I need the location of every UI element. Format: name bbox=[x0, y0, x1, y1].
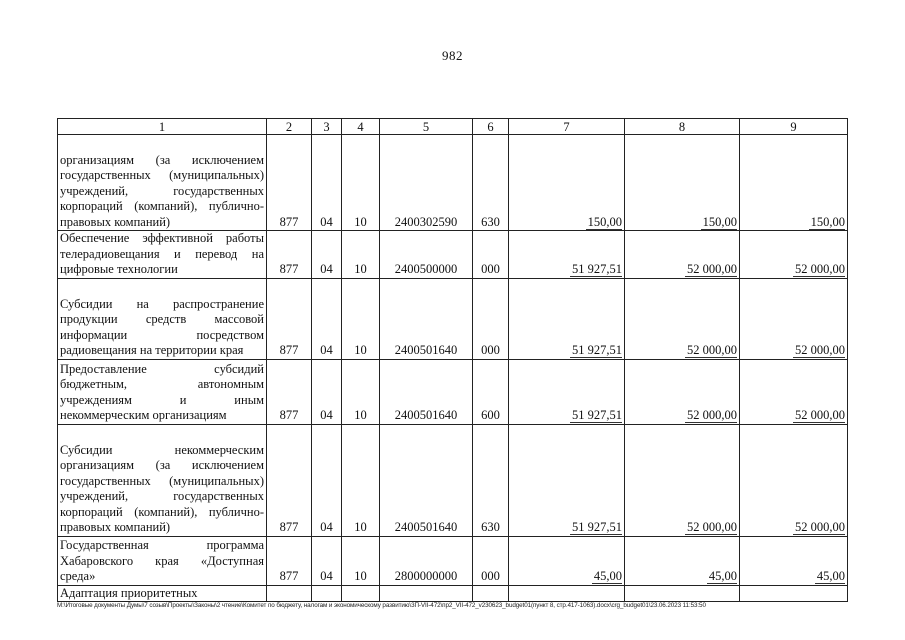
target-article-cell bbox=[380, 585, 473, 602]
target-article-cell: 2400500000 bbox=[380, 231, 473, 279]
column-header: 1 bbox=[58, 119, 267, 135]
target-article-cell: 2400501640 bbox=[380, 424, 473, 536]
row-name-cell: Предоставление субсидий бюджетным, автономным учреждениям и иным некоммерческим организациям bbox=[58, 359, 267, 424]
column-header: 9 bbox=[740, 119, 848, 135]
amount-col7-value: 51 927,51 bbox=[572, 343, 622, 357]
amount-col7-value: 150,00 bbox=[587, 214, 622, 229]
amount-col9-cell bbox=[740, 585, 848, 602]
amount-col9-cell bbox=[740, 231, 848, 279]
column-header: 3 bbox=[312, 119, 342, 135]
amount-col8-value: 52 000,00 bbox=[687, 408, 737, 422]
subsection-cell: 10 bbox=[342, 536, 380, 585]
amount-col7-cell bbox=[509, 135, 625, 231]
target-article-cell: 2400501640 bbox=[380, 359, 473, 424]
amount-col7-value: 51 927,51 bbox=[572, 520, 622, 534]
expense-type-cell: 630 bbox=[473, 424, 509, 536]
amount-col8-value: 52 000,00 bbox=[687, 343, 737, 357]
column-header: 2 bbox=[267, 119, 312, 135]
expense-type-cell: 600 bbox=[473, 359, 509, 424]
amount-col8-cell bbox=[625, 359, 740, 424]
amount-col8-cell bbox=[625, 585, 740, 602]
row-name-cell: Адаптация приоритетных bbox=[58, 585, 267, 602]
ministry-code-cell: 877 bbox=[267, 231, 312, 279]
amount-col7-cell bbox=[509, 536, 625, 585]
table-row bbox=[58, 278, 848, 359]
amount-col8-value: 52 000,00 bbox=[687, 262, 737, 276]
target-article-cell: 2400302590 bbox=[380, 135, 473, 231]
subsection-cell bbox=[342, 585, 380, 602]
subsection-cell: 10 bbox=[342, 231, 380, 279]
amount-col7-cell bbox=[509, 585, 625, 602]
target-article-cell: 2400501640 bbox=[380, 278, 473, 359]
subsection-cell: 10 bbox=[342, 424, 380, 536]
section-cell: 04 bbox=[312, 278, 342, 359]
amount-col7-value: 51 927,51 bbox=[572, 262, 622, 276]
section-cell: 04 bbox=[312, 359, 342, 424]
table-row bbox=[58, 231, 848, 279]
section-cell: 04 bbox=[312, 536, 342, 585]
expense-type-cell: 000 bbox=[473, 278, 509, 359]
page-number: 982 bbox=[442, 48, 463, 63]
table-row bbox=[58, 424, 848, 536]
amount-col8-cell bbox=[625, 135, 740, 231]
amount-col7-cell bbox=[509, 359, 625, 424]
amount-col9-value: 52 000,00 bbox=[795, 520, 845, 534]
ministry-code-cell: 877 bbox=[267, 278, 312, 359]
table-row bbox=[58, 536, 848, 585]
expense-type-cell bbox=[473, 585, 509, 602]
section-cell: 04 bbox=[312, 424, 342, 536]
row-name-cell: Субсидии некоммерческим организациям (за исключением государственных (муниципальных) учреждений, государственных корпораций (компаний), публично-правовых компаний) bbox=[58, 424, 267, 536]
amount-col8-cell bbox=[625, 231, 740, 279]
amount-col8-cell bbox=[625, 536, 740, 585]
expense-type-cell: 000 bbox=[473, 536, 509, 585]
amount-col8-value: 45,00 bbox=[708, 569, 737, 583]
table-row bbox=[58, 135, 848, 231]
table-header-row bbox=[58, 119, 848, 135]
budget-table bbox=[57, 118, 848, 602]
amount-col8-value: 52 000,00 bbox=[687, 520, 737, 534]
ministry-code-cell: 877 bbox=[267, 536, 312, 585]
amount-col8-cell bbox=[625, 278, 740, 359]
column-header: 8 bbox=[625, 119, 740, 135]
ministry-code-cell bbox=[267, 585, 312, 602]
table-row bbox=[58, 359, 848, 424]
amount-col7-cell bbox=[509, 278, 625, 359]
amount-col7-value: 51 927,51 bbox=[572, 408, 622, 422]
amount-col9-value: 52 000,00 bbox=[795, 408, 845, 422]
amount-col7-cell bbox=[509, 424, 625, 536]
row-name-cell: Государственная программа Хабаровского края «Доступная среда» bbox=[58, 536, 267, 585]
amount-col9-cell bbox=[740, 536, 848, 585]
amount-col7-value: 45,00 bbox=[593, 569, 622, 583]
column-header: 6 bbox=[473, 119, 509, 135]
row-name-cell: Обеспечение эффективной работы телерадиовещания и перевод на цифровые технологии bbox=[58, 231, 267, 279]
target-article-cell: 2800000000 bbox=[380, 536, 473, 585]
amount-col9-cell bbox=[740, 359, 848, 424]
amount-col8-cell bbox=[625, 424, 740, 536]
amount-col9-cell bbox=[740, 424, 848, 536]
section-cell: 04 bbox=[312, 231, 342, 279]
amount-col7-cell bbox=[509, 231, 625, 279]
amount-col9-cell bbox=[740, 135, 848, 231]
ministry-code-cell: 877 bbox=[267, 359, 312, 424]
amount-col9-value: 150,00 bbox=[810, 214, 845, 229]
row-name-cell: Субсидии на распространение продукции средств массовой информации посредством радиовещания на территории края bbox=[58, 278, 267, 359]
column-header: 5 bbox=[380, 119, 473, 135]
section-cell: 04 bbox=[312, 135, 342, 231]
expense-type-cell: 000 bbox=[473, 231, 509, 279]
column-header: 4 bbox=[342, 119, 380, 135]
amount-col9-value: 52 000,00 bbox=[795, 343, 845, 357]
ministry-code-cell: 877 bbox=[267, 424, 312, 536]
expense-type-cell: 630 bbox=[473, 135, 509, 231]
amount-col9-value: 45,00 bbox=[816, 569, 845, 583]
document-file-path-footer: M:\Итоговые документы Думы\7 созыв\Проекты\Законы\2 чтение\Комитет по бюджету, налогам и экономическому развитию\3П-VII-472\пр2_VII-472_v230623_budget01(пункт 8, стр.417-1063).docx\crg_budget01\23.06.2023 11:53:50 bbox=[57, 602, 706, 609]
column-header: 7 bbox=[509, 119, 625, 135]
row-name-cell: организациям (за исключением государственных (муниципальных) учреждений, государственных корпораций (компаний), публично-правовых компаний) bbox=[58, 135, 267, 231]
subsection-cell: 10 bbox=[342, 135, 380, 231]
amount-col9-cell bbox=[740, 278, 848, 359]
ministry-code-cell: 877 bbox=[267, 135, 312, 231]
subsection-cell: 10 bbox=[342, 278, 380, 359]
subsection-cell: 10 bbox=[342, 359, 380, 424]
section-cell bbox=[312, 585, 342, 602]
table-row bbox=[58, 585, 848, 602]
amount-col8-value: 150,00 bbox=[702, 214, 737, 229]
amount-col9-value: 52 000,00 bbox=[795, 262, 845, 276]
